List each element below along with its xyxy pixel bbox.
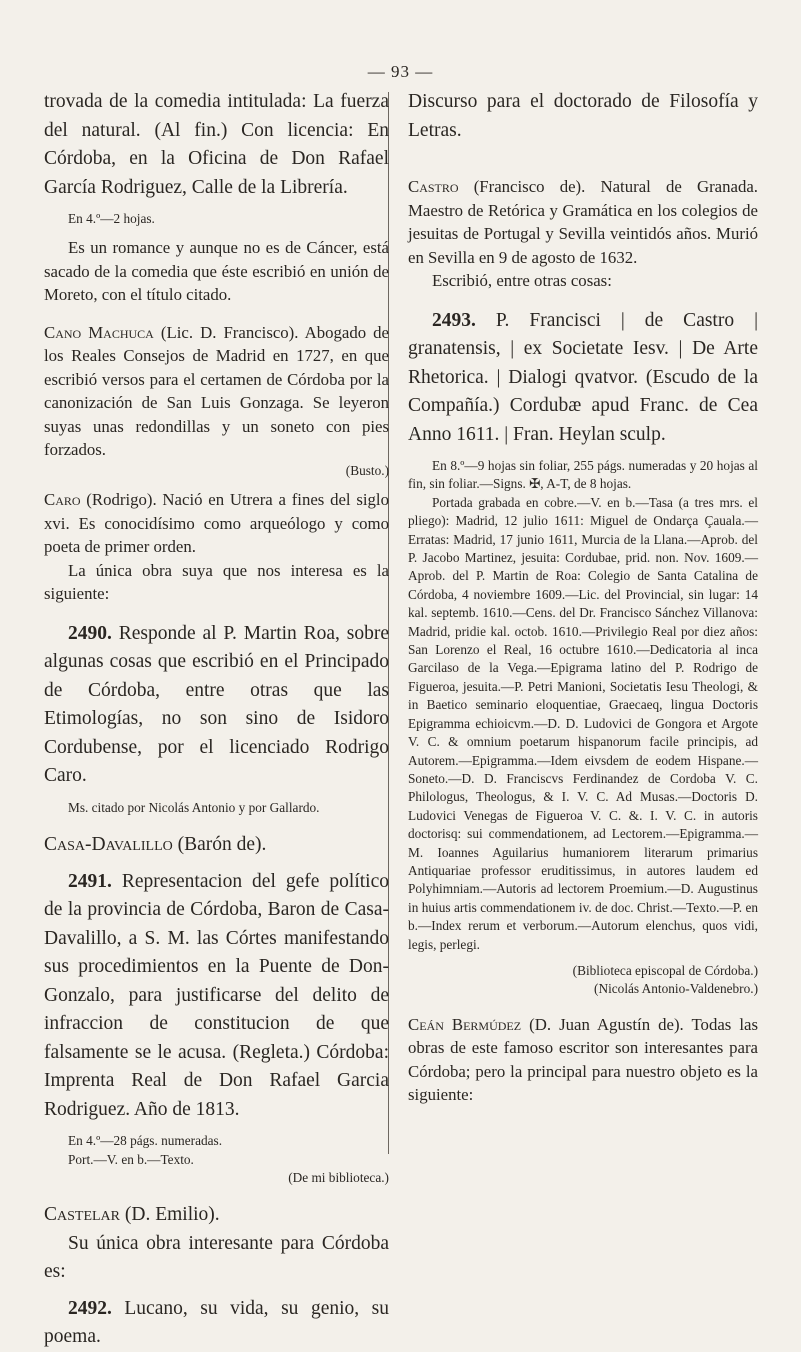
author-bio-continued: Escribió, entre otras cosas: xyxy=(432,271,612,290)
entry-number: 2493. xyxy=(432,309,476,331)
entry-number: 2492. xyxy=(68,1297,112,1319)
author-entry-cano xyxy=(44,321,389,462)
entry-number: 2491. xyxy=(68,870,112,892)
author-bio-continued: La única obra suya que nos interesa es la siguiente: xyxy=(44,560,389,604)
author-bio: (Rodrigo). Nació en Utrera a fines del siglo xvi. Es conocidísimo como arqueólogo y como poeta de primer orden. xyxy=(44,490,389,557)
author-bio: (Lic. D. Francisco). Abogado de los Reales Consejos de Madrid en 1727, en que escribió versos para el certamen de Córdoba por la canonización de San Luis Gonzaga. Se leyeron suyas unas redondillas y un soneto con pies forzados. xyxy=(44,322,389,460)
entry-note: Port.—V. en b.—Texto. xyxy=(68,1151,194,1167)
entry-note: En 4.º—2 hojas. xyxy=(68,211,155,226)
entry-title: Lucano, su vida, su genio, su poema. xyxy=(44,1297,389,1348)
author-bio: (Barón de). xyxy=(172,834,267,856)
author-entry-caro xyxy=(44,488,389,559)
source-citation: (Busto.) xyxy=(345,462,389,478)
author-name: Caro xyxy=(44,490,81,510)
author-name: Castro xyxy=(408,177,459,196)
right-column xyxy=(408,88,758,1107)
author-name: Cano Machuca xyxy=(44,322,154,342)
author-entry-castelar xyxy=(44,1201,389,1230)
author-bio: (Francisco de). Natural de Granada. Maestro de Retórica y Gramática en los colegios de jesuitas de Portugal y Sevilla veintidós años. Murió en Sevilla en 9 de agosto de 1632. xyxy=(408,177,758,267)
author-bio: (D. Juan Agustín de). Todas las obras de este famoso escritor son interesantes para Córdoba; pero la principal para nuestro objeto es la siguiente: xyxy=(408,1014,758,1105)
page-number: — 93 — xyxy=(367,62,434,81)
author-name: Ceán Bermúdez xyxy=(408,1014,522,1034)
entry-title: P. Francisci | de Castro | granatensis, | ex Societate Iesv. | De Arte Rhetorica. | Dialogi qvatvor. (Escudo de la Compañía.) Cordubæ apud Franc. de Cea Anno 1611. | Fran. Heylan sculp. xyxy=(408,309,758,445)
entry-2492 xyxy=(44,1295,389,1352)
entry-commentary: Es un romance y aunque no es de Cáncer, está sacado de la comedia que éste escribió en unión de Moreto, con el título citado. xyxy=(44,238,389,305)
entry-note: En 4.º—28 págs. numeradas. xyxy=(68,1133,223,1149)
source-citation: (De mi biblioteca.) xyxy=(288,1170,389,1186)
author-name: Castelar xyxy=(44,1204,121,1226)
entry-2490 xyxy=(44,620,389,791)
author-bio: (D. Emilio). xyxy=(120,1204,220,1226)
left-column xyxy=(44,88,389,1352)
author-name: Casa-Davalillo xyxy=(44,834,173,856)
entry-2493 xyxy=(408,307,758,450)
entry-title: Responde al P. Martin Roa, sobre algunas cosas que escribió en el Principado de Córdoba, entre otras que las Etimologías, no son sino de Isidoro Cordubense, por el licenciado Rodrigo Caro. xyxy=(44,622,389,787)
author-bio-continued: Su única obra interesante para Córdoba es: xyxy=(44,1232,389,1283)
entry-title: Representacion del gefe político de la provincia de Córdoba, Baron de Casa-Davalillo, a S. M. las Córtes manifestando sus procedimientos en la Puente de Don-Gonzalo, para justificarse del delito de infraccion de constitucion de que falsamente se le acusa. (Regleta.) Córdoba: Imprenta Real de Don Rafael Garcia Rodriguez. Año de 1813. xyxy=(44,870,389,1120)
source-citation: (Nicolás Antonio-Valdenebro.) xyxy=(594,981,758,997)
entry-2491 xyxy=(44,868,389,1125)
entry-note: Ms. citado por Nicolás Antonio y por Gallardo. xyxy=(68,799,320,815)
entry-description: Portada grabada en cobre.—V. en b.—Tasa (a tres mrs. el pliego): Madrid, 12 julio 1611: Miguel de Ondarça Çauala.—Erratas: Madrid, 17 junio 1611, Murcia de la Llana.—Aprob. del P. Jacobo Martinez, jesuita: Cordubae, prid. non. Nov. 1609.—Aprob. del P. Martin de Roa: Colegio de Santa Catalina de Córdoba, 4 noviembre 1609.—Lic. del Provincial, sin lugar: 14 kal. septemb. 1610.—Cens. del Dr. Francisco Sánchez Villanova: Madrid, pridie kal. octob. 1610.—Privilegio Real por diez años: San Lorenzo el Real, 16 octubre 1610.—Dedicatoria al inca Garcilaso de la Vega.—Epigrama latino del P. Rodrigo de Figueroa, jesuita.—P. Petri Manioni, Societatis Iesu Theologi, & in Baetico seminario eloquentiae, Graecaeq, lingua Doctoris Epigramma echioicvm.—D. D. Ludovici de Gongora et Argote V. C. & omnium poetarum hispanorum facile principis, ad Autorem.—Epigramma.—Idem eivsdem de eodem Hispane.—Soneto.—D. D. Franciscvs Ferdinandez de Cordoba V. C. Philologus, Theologus, & I. V. C. Ad Musas.—Doctoris D. Ludovici Venegas de Figueroa V. C. &. I. V. C. in autoris doctorisq: sui commendationem, ad Lectorem.—Epigramma.—M. Ioannes Aguilarius humaniorem literarum primarius Antiquariae professor eruditissimus, in autores laudem ed Polyhimniam.—Autoris ad lectorem Proemium.—D. Augustinus in huius artis commendationem iv. de doc. Christ.—Texto.—P. en b.—Index rerum et verborum.—Autorum elenchus, quos vidi, legis, perlegi. xyxy=(408,494,758,952)
entry-note: En 8.º—9 hojas sin foliar, 255 págs. numeradas y 20 hojas al fin, sin foliar.—Signs. ✠, A-T, de 8 hojas. xyxy=(408,458,758,492)
source-citation: (Biblioteca episcopal de Córdoba.) xyxy=(572,962,758,978)
author-entry-castro xyxy=(408,175,758,269)
author-entry-cean xyxy=(408,1013,758,1107)
entry-continuation: Discurso para el doctorado de Filosofía y Letras. xyxy=(408,91,758,141)
author-entry-casa xyxy=(44,831,389,860)
entry-number: 2490. xyxy=(68,622,112,644)
entry-continuation: trovada de la comedia intitulada: La fuerza del natural. (Al fin.) Con licencia: En Córdoba, en la Oficina de Don Rafael García Rodriguez, Calle de la Librería. xyxy=(44,91,389,198)
